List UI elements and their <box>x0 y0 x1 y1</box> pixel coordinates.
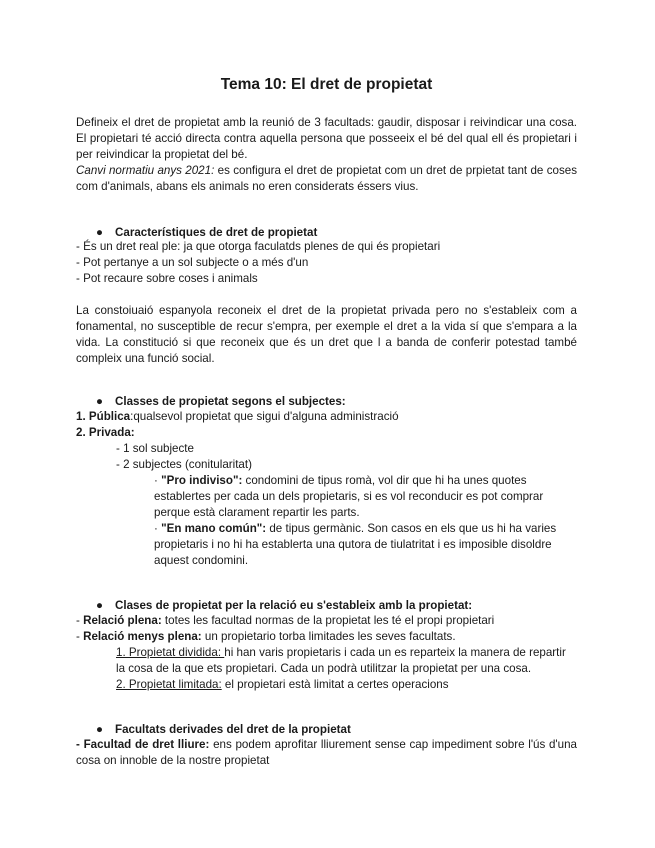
section1-heading: ● Característiques de dret de propietat <box>96 226 318 239</box>
intro-definition: Defineix el dret de propietat amb la reunió de 3 facultads: gaudir, disposar i reivindicar una cosa. El propietari té acció directa contra aquella persona que posseeix el bé del qual ell és propietari i per reivindicar la propietat del bé. <box>76 116 577 161</box>
privada-sub1: - 1 sol subjecte <box>116 442 194 455</box>
en-mano-comun-line3: aquest condomini. <box>154 554 249 567</box>
bullet-icon: ● <box>96 599 104 612</box>
propietat-limitada-line: 2. Propietat limitada: el propietari està limitat a certes operacions <box>116 678 449 691</box>
pro-indiviso-line2: establertes per cada un dels propietaris, si es vol reconducir es pot comprar <box>154 490 544 503</box>
facultat-dret-lliure: - Facultad de dret lliure: ens podem aprofitar lliurement sense cap impediment sobre l'ús d'una cosa on innoble de la nostre propietat <box>76 738 577 767</box>
relacio-menys-plena-line: - Relació menys plena: un propietario torba limitades les seves facultats. <box>76 630 456 643</box>
change-label: Canvi normatiu anys 2021: <box>76 164 215 177</box>
intro-normative-change <box>76 163 577 195</box>
bullet-icon: ● <box>96 723 104 736</box>
constitution-paragraph: La constoiuaió espanyola reconeix el dret de la propietat privada pero no s'estableix com a fonamental, no susceptible de recur s'empra, per exemple el dret a la vida sí que s'empara a la vida. La constitució si que reconeix que és un dret que l a banda de conferir potestad també compleix una funció social. <box>76 304 577 365</box>
en-mano-comun-line2: propietaris i no hi ha establerta una qutora de tiulatritat i es imposible disoldre <box>154 538 552 551</box>
section4-heading: ● Facultats derivades del dret de la propietat <box>96 723 351 736</box>
bullet-icon: ● <box>96 226 104 239</box>
change-text: es configura el dret de propietat com un dret de prpietat tant de coses com d'animals, abans els animals no eren considerats éssers vius. <box>76 164 577 193</box>
pro-indiviso-line1: · "Pro indiviso": condomini de tipus romà, vol dir que hi ha unes quotes <box>154 474 527 487</box>
propietat-dividida-line1: 1. Propietat dividida: hi han varis propietaris i cada un es reparteix la manera de repartir <box>116 646 566 659</box>
propietat-dividida-line2: la cosa de la que ets propietari. Cada un podrà utilitzar la propietat per una cosa. <box>116 662 532 675</box>
privada-line: 2. Privada: <box>76 426 135 439</box>
section2-heading: ● Classes de propietat segons el subjectes: <box>96 395 346 408</box>
section1-item: - És un dret real ple: ja que otorga faculatds plenes de qui és propietari <box>76 240 441 253</box>
page-title: Tema 10: El dret de propietat <box>220 76 433 93</box>
section1-item: - Pot recaure sobre coses i animals <box>76 272 258 285</box>
pro-indiviso-line3: perque està clarament repartir les parts. <box>154 506 360 519</box>
publica-line: 1. Pública:qualsevol propietat que sigui d'alguna administració <box>76 410 399 423</box>
section1-item: - Pot pertanye a un sol subjecte o a més d'un <box>76 256 309 269</box>
relacio-plena-line: - Relació plena: totes les facultad normas de la propietat les té el propi propietari <box>76 614 495 627</box>
privada-sub2: - 2 subjectes (conitularitat) <box>116 458 252 471</box>
section3-heading: ● Clases de propietat per la relació eu s'estableix amb la propietat: <box>96 599 473 612</box>
en-mano-comun-line1: · "En mano común": de tipus germànic. Son casos en els que us hi ha varies <box>154 522 557 535</box>
bullet-icon: ● <box>96 395 104 408</box>
